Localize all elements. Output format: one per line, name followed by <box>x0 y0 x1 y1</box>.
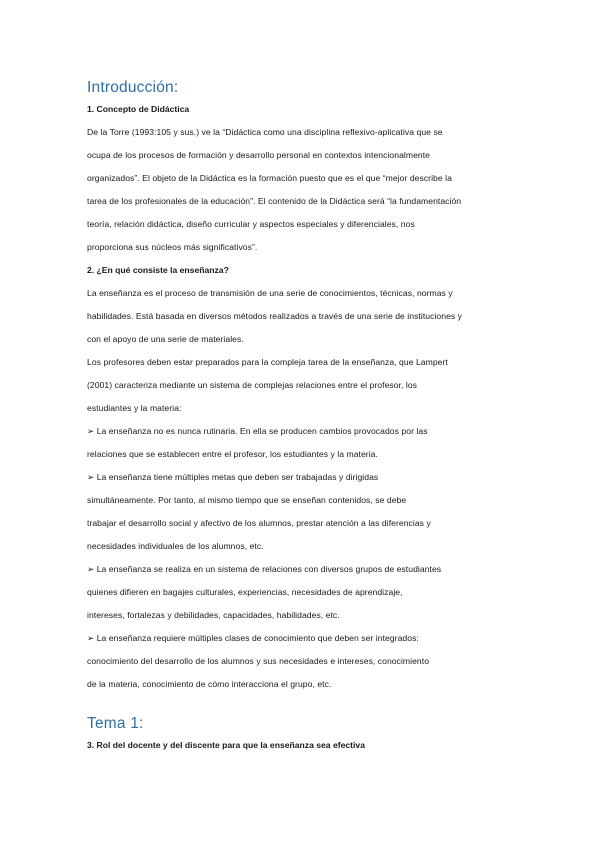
text-line: organizados”. El objeto de la Didáctica es la formación puesto que es el que “mejor describe la <box>87 173 452 183</box>
paragraph-ensenanza <box>87 282 527 696</box>
text-line: teoría, relación didáctica, diseño curricular y aspectos especiales y diferenciales, nos <box>87 219 415 229</box>
bullet-line: ➢ La enseñanza no es nunca rutinaria. En ella se producen cambios provocados por las <box>87 426 428 436</box>
bullet-line: ➢ La enseñanza requiere múltiples clases de conocimiento que deben ser integrados: <box>87 633 419 643</box>
text-line: simultáneamente. Por tanto, al mismo tiempo que se enseñan contenidos, se debe <box>87 495 407 505</box>
section-spacer <box>87 696 527 714</box>
text-line: relaciones que se establecen entre el profesor, los estudiantes y la materia. <box>87 449 378 459</box>
text-line: intereses, fortalezas y debilidades, capacidades, habilidades, etc. <box>87 610 340 620</box>
text-line: con el apoyo de una serie de materiales. <box>87 334 244 344</box>
bullet-line: ➢ La enseñanza se realiza en un sistema de relaciones con diversos grupos de estudiantes <box>87 564 442 574</box>
text-line: Los profesores deben estar preparados para la compleja tarea de la enseñanza, que Lampert <box>87 357 448 367</box>
text-line: de la materia, conocimiento de cómo interacciona el grupo, etc. <box>87 679 332 689</box>
text-line: necesidades individuales de los alumnos, etc. <box>87 541 264 551</box>
text-line: proporciona sus núcleos más significativos”. <box>87 242 258 252</box>
text-line: estudiantes y la materia: <box>87 403 182 413</box>
document-content <box>87 78 527 757</box>
section-title-tema-1: Tema 1: <box>87 715 144 732</box>
text-line: De la Torre (1993:105 y sus.) ve la “Didáctica como una disciplina reflexivo-aplicativa que se <box>87 127 443 137</box>
heading-concepto-didactica: 1. Concepto de Didáctica <box>87 104 190 114</box>
text-line: quienes difieren en bagajes culturales, experiencias, necesidades de aprendizaje, <box>87 587 403 597</box>
text-line: tarea de los profesionales de la educación”. El contenido de la Didáctica será “la fundamentación <box>87 196 462 206</box>
text-line: (2001) caracteriza mediante un sistema de complejas relaciones entre el profesor, los <box>87 380 418 390</box>
heading-rol-docente: 3. Rol del docente y del discente para que la enseñanza sea efectiva <box>87 740 365 750</box>
heading-en-que-consiste: 2. ¿En qué consiste la enseñanza? <box>87 265 229 275</box>
text-line: habilidades. Está basada en diversos métodos realizados a través de una serie de instituciones y <box>87 311 463 321</box>
section-title-introduccion: Introducción: <box>87 79 179 96</box>
paragraph-concepto <box>87 121 527 259</box>
bullet-line: ➢ La enseñanza tiene múltiples metas que deben ser trabajadas y dirigidas <box>87 472 379 482</box>
text-line: conocimiento del desarrollo de los alumnos y sus necesidades e intereses, conocimiento <box>87 656 430 666</box>
text-line: ocupa de los procesos de formación y desarrollo personal en contextos intencionalmente <box>87 150 430 160</box>
text-line: La enseñanza es el proceso de transmisión de una serie de conocimientos, técnicas, normas y <box>87 288 453 298</box>
text-line: trabajar el desarrollo social y afectivo de los alumnos, prestar atención a las diferencias y <box>87 518 431 528</box>
